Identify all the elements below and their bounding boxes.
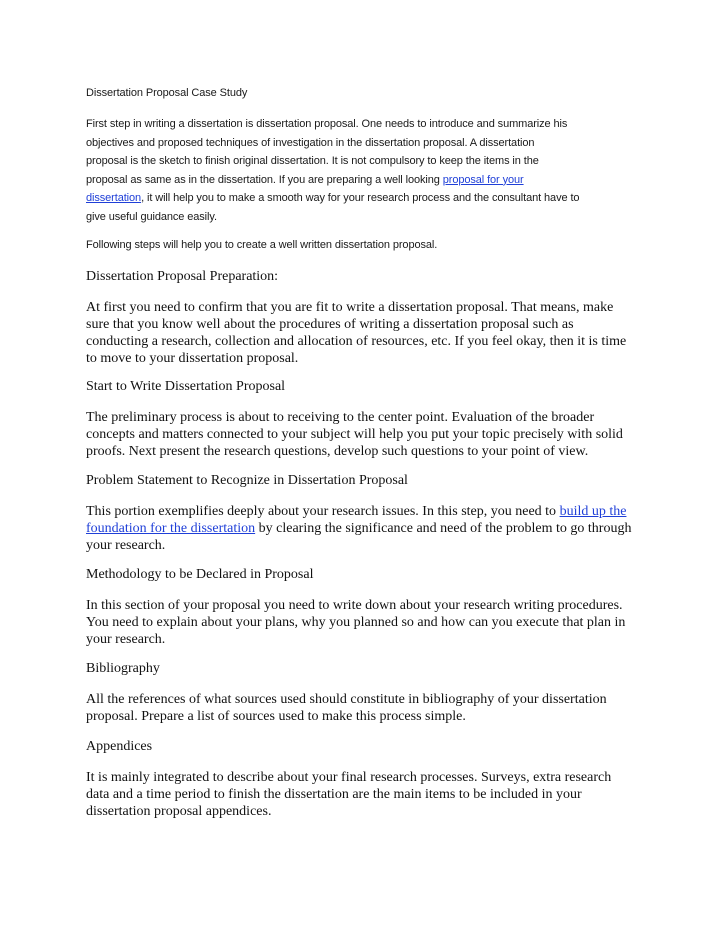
intro-line-5-text: , it will help you to make a smooth way for your research process and the consultant have to (141, 192, 580, 205)
appendices-line-3: dissertation proposal appendices. (86, 804, 272, 819)
intro-line-6: give useful guidance easily. (86, 210, 217, 223)
intro-line-4-text: proposal as same as in the dissertation. If you are preparing a well looking (86, 173, 443, 186)
methodology-line-1: In this section of your proposal you need to write down about your research writing procedures. (86, 598, 623, 613)
problem-statement-line-1-text: This portion exemplifies deeply about your research issues. In this step, you need to (86, 504, 560, 519)
proposal-for-dissertation-link-continued[interactable]: dissertation (86, 192, 142, 205)
intro-line-4 (86, 171, 648, 190)
bibliography-line-2: proposal. Prepare a list of sources used to make this process simple. (86, 709, 466, 724)
foundation-for-dissertation-link[interactable]: build up the (559, 504, 627, 519)
start-writing-line-3: proofs. Next present the research questions, develop such questions to your point of view. (86, 444, 589, 459)
appendices-paragraph (86, 769, 648, 820)
preparation-line-1: At first you need to confirm that you are fit to write a dissertation proposal. That means, make (86, 300, 614, 315)
problem-statement-line-1 (86, 503, 648, 520)
preparation-line-4: to move to your dissertation proposal. (86, 351, 299, 366)
preparation-heading: Dissertation Proposal Preparation: (86, 269, 279, 284)
start-writing-paragraph (86, 409, 648, 460)
intro-line-5 (86, 189, 648, 208)
bibliography-heading: Bibliography (86, 661, 160, 676)
appendices-line-2: data and a time period to finish the dissertation are the main items to be included in your (86, 787, 582, 802)
preparation-paragraph (86, 299, 648, 367)
methodology-line-2: You need to explain about your plans, why you planned so and how can you execute that plan in (86, 615, 626, 630)
problem-statement-line-2-text: by clearing the significance and need of the problem to go through (255, 521, 632, 536)
preparation-line-2: sure that you know well about the procedures of writing a dissertation proposal such as (86, 317, 574, 332)
steps-intro-line: Following steps will help you to create a well written dissertation proposal. (86, 239, 438, 251)
problem-statement-line-2 (86, 520, 648, 537)
methodology-line-3: your research. (86, 632, 166, 647)
methodology-heading: Methodology to be Declared in Proposal (86, 567, 314, 582)
start-writing-line-1: The preliminary process is about to receiving to the center point. Evaluation of the broader (86, 410, 595, 425)
appendices-heading: Appendices (86, 739, 153, 754)
problem-statement-heading: Problem Statement to Recognize in Dissertation Proposal (86, 473, 408, 488)
bibliography-paragraph (86, 691, 648, 725)
intro-line-2: objectives and proposed techniques of investigation in the dissertation proposal. A dissertation (86, 136, 535, 149)
intro-paragraph (86, 115, 648, 227)
proposal-for-dissertation-link[interactable]: proposal for your (442, 173, 524, 186)
methodology-paragraph (86, 597, 648, 648)
preparation-line-3: conducting a research, collection and allocation of resources, etc. If you feel okay, then it is time (86, 334, 627, 349)
problem-statement-paragraph (86, 503, 648, 554)
foundation-for-dissertation-link-continued[interactable]: foundation for the dissertation (86, 521, 256, 536)
document-title: Dissertation Proposal Case Study (86, 87, 248, 99)
start-writing-line-2: concepts and matters connected to your subject will help you put your topic precisely with solid (86, 427, 623, 442)
bibliography-line-1: All the references of what sources used should constitute in bibliography of your dissertation (86, 692, 607, 707)
start-writing-heading: Start to Write Dissertation Proposal (86, 379, 286, 394)
intro-line-1: First step in writing a dissertation is dissertation proposal. One needs to introduce and summarize his (86, 118, 568, 130)
problem-statement-line-3: your research. (86, 538, 166, 553)
intro-line-3: proposal is the sketch to finish original dissertation. It is not compulsory to keep the items in the (86, 155, 539, 168)
appendices-line-1: It is mainly integrated to describe about your final research processes. Surveys, extra research (86, 770, 612, 785)
